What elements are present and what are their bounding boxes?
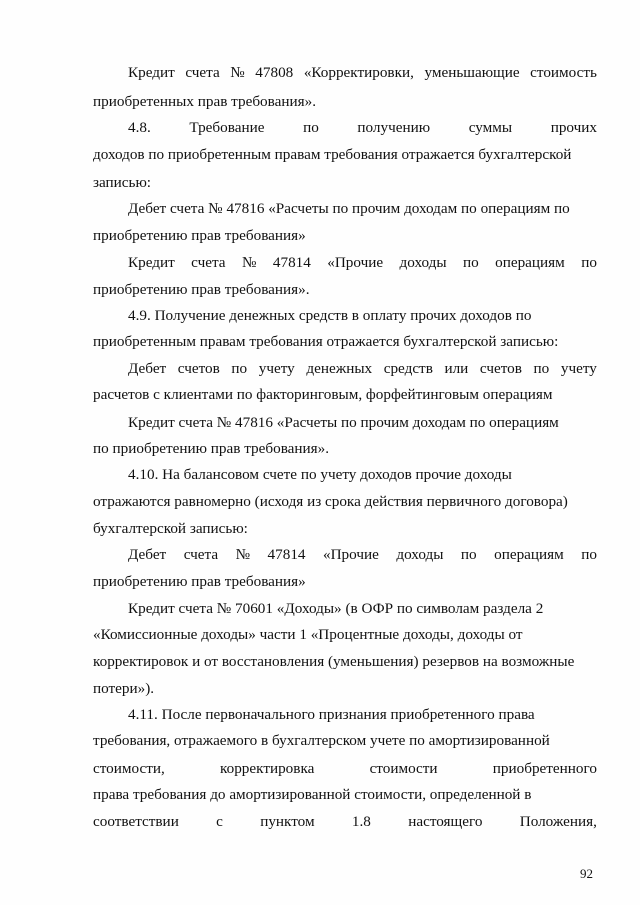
text-line: расчетов с клиентами по факторинговым, форфейтинговым операциям	[93, 386, 553, 403]
word: по	[581, 254, 597, 271]
word: прочих	[550, 119, 597, 136]
word: по	[303, 119, 319, 136]
word: счетов	[479, 360, 522, 377]
word: 47808	[255, 64, 294, 81]
word: «Прочие	[323, 546, 379, 563]
word: денежных	[306, 360, 373, 377]
word: соответствии	[93, 813, 179, 830]
word: стоимости	[369, 760, 438, 777]
word: №	[235, 546, 251, 563]
word: счета	[185, 64, 220, 81]
word: по	[533, 360, 550, 377]
word: счета	[183, 546, 219, 563]
word: доходы	[396, 546, 444, 563]
word: операциям	[494, 546, 564, 563]
word: по	[460, 546, 477, 563]
word: Дебет	[128, 360, 167, 377]
text-line: отражаются равномерно (исходя из срока действия первичного договора)	[93, 493, 568, 510]
word: 47814	[272, 254, 311, 271]
text-line: Дебет счета № 47816 «Расчеты по прочим доходам по операциям по	[128, 200, 570, 217]
text-line: по приобретению прав требования».	[93, 440, 330, 457]
word: учету	[560, 360, 597, 377]
word: с	[216, 813, 223, 830]
word: стоимости,	[93, 760, 165, 777]
text-line: приобретенных прав требования».	[93, 93, 316, 110]
text-line: доходов по приобретенным правам требования отражается бухгалтерской	[93, 146, 572, 163]
word: Положения,	[519, 813, 597, 830]
text-line: корректировок и от восстановления (уменьшения) резервов на возможные	[93, 653, 575, 670]
text-line	[93, 759, 597, 779]
word: пунктом	[260, 813, 315, 830]
text-line: приобретению прав требования».	[93, 281, 310, 298]
text-line	[93, 812, 597, 832]
word: доходы	[399, 254, 447, 271]
text-line: приобретению прав требования»	[93, 227, 306, 244]
word: уменьшающие	[424, 64, 520, 81]
word: Дебет	[128, 546, 167, 563]
word: по	[462, 254, 479, 271]
word: счетов	[177, 360, 220, 377]
word: счета	[191, 254, 226, 271]
word: по	[231, 360, 248, 377]
word: учету	[258, 360, 295, 377]
text-line: 4.9. Получение денежных средств в оплату прочих доходов по	[128, 307, 532, 324]
text-line: «Комиссионные доходы» части 1 «Процентные доходы, доходы от	[93, 626, 523, 643]
text-line: Кредит счета № 70601 «Доходы» (в ОФР по символам раздела 2	[128, 600, 544, 617]
text-line: требования, отражаемого в бухгалтерском учете по амортизированной	[93, 732, 550, 749]
text-line	[128, 253, 597, 273]
text-line: бухгалтерской записью:	[93, 520, 248, 537]
text-line: 4.11. После первоначального признания приобретенного права	[128, 706, 535, 723]
text-line	[128, 545, 597, 565]
text-line: Кредит счета № 47816 «Расчеты по прочим доходам по операциям	[128, 414, 559, 431]
text-line: права требования до амортизированной стоимости, определенной в	[93, 786, 532, 803]
word: №	[241, 254, 257, 271]
word: операциям	[495, 254, 565, 271]
word: настоящего	[408, 813, 483, 830]
word: 4.8.	[128, 119, 151, 136]
word: «Прочие	[327, 254, 384, 271]
word: получению	[357, 119, 431, 136]
page-number: 92	[580, 866, 593, 881]
word: 47814	[267, 546, 306, 563]
word: приобретенного	[492, 760, 597, 777]
word: Кредит	[128, 254, 175, 271]
word: средств	[383, 360, 433, 377]
word: стоимость	[530, 64, 597, 81]
word: 1.8	[351, 813, 371, 830]
word: или	[444, 360, 469, 377]
text-line	[128, 359, 597, 379]
word: «Корректировки,	[303, 64, 414, 81]
word: корректировка	[220, 760, 315, 777]
text-line: записью:	[93, 174, 152, 191]
word: №	[230, 64, 245, 81]
word: Требование	[189, 119, 265, 136]
text-line: приобретению прав требования»	[93, 573, 306, 590]
text-line	[128, 118, 597, 138]
word: по	[581, 546, 597, 563]
word: Кредит	[128, 64, 175, 81]
text-line: приобретенным правам требования отражается бухгалтерской записью:	[93, 333, 559, 350]
text-line	[128, 63, 597, 83]
word: суммы	[468, 119, 513, 136]
text-line: 4.10. На балансовом счете по учету доходов прочие доходы	[128, 466, 512, 483]
text-line: потери»).	[93, 680, 155, 697]
